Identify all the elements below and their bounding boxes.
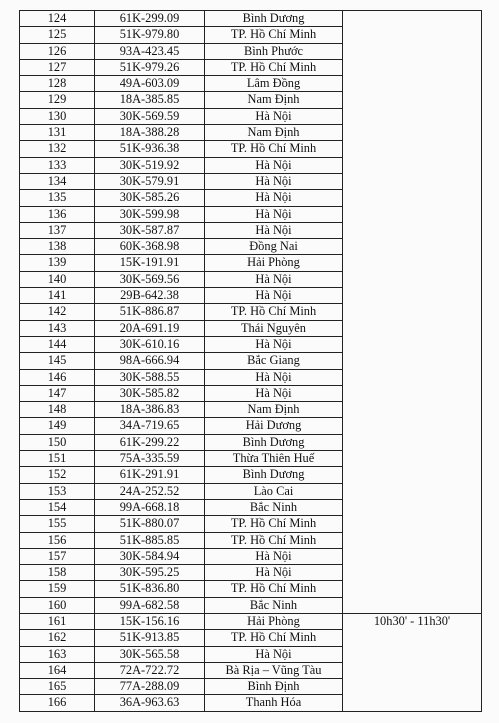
row-number-cell: 165 bbox=[20, 679, 95, 695]
table-row bbox=[20, 206, 482, 222]
plate-number-cell: 18A-388.28 bbox=[95, 125, 205, 141]
time-slot-cell bbox=[343, 548, 482, 564]
province-cell: Bình Định bbox=[205, 679, 343, 695]
time-slot-cell bbox=[343, 27, 482, 43]
table-row bbox=[20, 532, 482, 548]
province-cell: Nam Định bbox=[205, 125, 343, 141]
table-row bbox=[20, 418, 482, 434]
province-cell: Hà Nội bbox=[205, 369, 343, 385]
plate-number-cell: 30K-585.26 bbox=[95, 190, 205, 206]
row-number-cell: 131 bbox=[20, 125, 95, 141]
province-cell: TP. Hồ Chí Minh bbox=[205, 630, 343, 646]
plate-number-cell: 61K-291.91 bbox=[95, 467, 205, 483]
plate-number-cell: 75A-335.59 bbox=[95, 451, 205, 467]
table-row bbox=[20, 190, 482, 206]
table-row bbox=[20, 499, 482, 515]
plate-number-cell: 61K-299.22 bbox=[95, 434, 205, 450]
province-cell: Hà Nội bbox=[205, 157, 343, 173]
plate-number-cell: 99A-668.18 bbox=[95, 499, 205, 515]
province-cell: Lào Cai bbox=[205, 483, 343, 499]
row-number-cell: 143 bbox=[20, 320, 95, 336]
table-row bbox=[20, 483, 482, 499]
table-row bbox=[20, 695, 482, 711]
time-slot-cell bbox=[343, 565, 482, 581]
table-row bbox=[20, 43, 482, 59]
row-number-cell: 135 bbox=[20, 190, 95, 206]
table-row bbox=[20, 271, 482, 287]
time-slot-cell bbox=[343, 59, 482, 75]
table-row bbox=[20, 467, 482, 483]
table-row bbox=[20, 11, 482, 27]
province-cell: Bắc Ninh bbox=[205, 499, 343, 515]
plate-number-cell: 99A-682.58 bbox=[95, 597, 205, 613]
row-number-cell: 162 bbox=[20, 630, 95, 646]
time-slot-cell bbox=[343, 76, 482, 92]
row-number-cell: 148 bbox=[20, 402, 95, 418]
row-number-cell: 150 bbox=[20, 434, 95, 450]
province-cell: TP. Hồ Chí Minh bbox=[205, 27, 343, 43]
plate-number-cell: 30K-587.87 bbox=[95, 222, 205, 238]
province-cell: TP. Hồ Chí Minh bbox=[205, 141, 343, 157]
table-row bbox=[20, 369, 482, 385]
table-row bbox=[20, 141, 482, 157]
table-row bbox=[20, 402, 482, 418]
time-slot-cell: 10h30' - 11h30' bbox=[343, 613, 482, 629]
table-row bbox=[20, 581, 482, 597]
plate-number-cell: 60K-368.98 bbox=[95, 239, 205, 255]
row-number-cell: 147 bbox=[20, 385, 95, 401]
time-slot-cell bbox=[343, 451, 482, 467]
time-slot-cell bbox=[343, 385, 482, 401]
province-cell: Hà Nội bbox=[205, 385, 343, 401]
plate-number-cell: 51K-880.07 bbox=[95, 516, 205, 532]
table-row bbox=[20, 92, 482, 108]
province-cell: Hà Nội bbox=[205, 288, 343, 304]
plate-number-cell: 51K-885.85 bbox=[95, 532, 205, 548]
time-slot-cell bbox=[343, 336, 482, 352]
row-number-cell: 155 bbox=[20, 516, 95, 532]
row-number-cell: 125 bbox=[20, 27, 95, 43]
plate-number-cell: 72A-722.72 bbox=[95, 662, 205, 678]
province-cell: Thừa Thiên Huế bbox=[205, 451, 343, 467]
row-number-cell: 124 bbox=[20, 11, 95, 27]
time-slot-cell bbox=[343, 516, 482, 532]
row-number-cell: 127 bbox=[20, 59, 95, 75]
table-row bbox=[20, 108, 482, 124]
row-number-cell: 164 bbox=[20, 662, 95, 678]
time-slot-cell bbox=[343, 467, 482, 483]
plate-number-cell: 30K-519.92 bbox=[95, 157, 205, 173]
row-number-cell: 146 bbox=[20, 369, 95, 385]
province-cell: Hà Nội bbox=[205, 108, 343, 124]
plate-number-cell: 30K-585.82 bbox=[95, 385, 205, 401]
table-row bbox=[20, 565, 482, 581]
plate-number-cell: 30K-599.98 bbox=[95, 206, 205, 222]
row-number-cell: 136 bbox=[20, 206, 95, 222]
plate-number-cell: 51K-886.87 bbox=[95, 304, 205, 320]
table-row bbox=[20, 59, 482, 75]
plate-number-cell: 30K-610.16 bbox=[95, 336, 205, 352]
province-cell: Hà Nội bbox=[205, 222, 343, 238]
time-slot-cell bbox=[343, 173, 482, 189]
table-body bbox=[20, 11, 482, 712]
table-row bbox=[20, 173, 482, 189]
plate-number-cell: 30K-584.94 bbox=[95, 548, 205, 564]
row-number-cell: 166 bbox=[20, 695, 95, 711]
table-row bbox=[20, 613, 482, 629]
plate-number-cell: 51K-979.26 bbox=[95, 59, 205, 75]
time-slot-cell bbox=[343, 222, 482, 238]
time-slot-cell bbox=[343, 157, 482, 173]
time-slot-cell bbox=[343, 597, 482, 613]
row-number-cell: 126 bbox=[20, 43, 95, 59]
plate-number-cell: 51K-913.85 bbox=[95, 630, 205, 646]
time-slot-cell bbox=[343, 108, 482, 124]
plate-number-cell: 30K-588.55 bbox=[95, 369, 205, 385]
row-number-cell: 133 bbox=[20, 157, 95, 173]
time-slot-cell bbox=[343, 662, 482, 678]
row-number-cell: 138 bbox=[20, 239, 95, 255]
table-row bbox=[20, 157, 482, 173]
time-slot-cell bbox=[343, 11, 482, 27]
time-slot-cell bbox=[343, 239, 482, 255]
province-cell: TP. Hồ Chí Minh bbox=[205, 304, 343, 320]
time-slot-cell bbox=[343, 581, 482, 597]
province-cell: TP. Hồ Chí Minh bbox=[205, 516, 343, 532]
row-number-cell: 152 bbox=[20, 467, 95, 483]
province-cell: Hà Nội bbox=[205, 548, 343, 564]
table-row bbox=[20, 320, 482, 336]
plate-number-cell: 98A-666.94 bbox=[95, 353, 205, 369]
time-slot-cell bbox=[343, 499, 482, 515]
table-row bbox=[20, 336, 482, 352]
plate-number-cell: 15K-156.16 bbox=[95, 613, 205, 629]
row-number-cell: 141 bbox=[20, 288, 95, 304]
plate-number-cell: 36A-963.63 bbox=[95, 695, 205, 711]
time-slot-cell bbox=[343, 43, 482, 59]
province-cell: Hà Nội bbox=[205, 646, 343, 662]
province-cell: Hà Nội bbox=[205, 173, 343, 189]
table-row bbox=[20, 304, 482, 320]
province-cell: Hà Nội bbox=[205, 206, 343, 222]
time-slot-cell bbox=[343, 353, 482, 369]
province-cell: Hải Dương bbox=[205, 418, 343, 434]
table-row bbox=[20, 222, 482, 238]
province-cell: Bình Dương bbox=[205, 11, 343, 27]
plate-number-cell: 61K-299.09 bbox=[95, 11, 205, 27]
row-number-cell: 145 bbox=[20, 353, 95, 369]
table-row bbox=[20, 76, 482, 92]
plate-number-cell: 30K-595.25 bbox=[95, 565, 205, 581]
time-slot-cell bbox=[343, 190, 482, 206]
row-number-cell: 142 bbox=[20, 304, 95, 320]
province-cell: Hải Phòng bbox=[205, 255, 343, 271]
plate-number-cell: 30K-579.91 bbox=[95, 173, 205, 189]
row-number-cell: 159 bbox=[20, 581, 95, 597]
table-row bbox=[20, 125, 482, 141]
row-number-cell: 137 bbox=[20, 222, 95, 238]
table-row bbox=[20, 385, 482, 401]
time-slot-cell bbox=[343, 304, 482, 320]
province-cell: Nam Định bbox=[205, 92, 343, 108]
row-number-cell: 156 bbox=[20, 532, 95, 548]
time-slot-cell bbox=[343, 695, 482, 711]
row-number-cell: 128 bbox=[20, 76, 95, 92]
table-row bbox=[20, 548, 482, 564]
province-cell: Bình Phước bbox=[205, 43, 343, 59]
time-slot-cell bbox=[343, 646, 482, 662]
province-cell: Hà Nội bbox=[205, 271, 343, 287]
table-row bbox=[20, 451, 482, 467]
time-slot-cell bbox=[343, 532, 482, 548]
plate-number-cell: 30K-565.58 bbox=[95, 646, 205, 662]
plate-number-cell: 15K-191.91 bbox=[95, 255, 205, 271]
time-slot-cell bbox=[343, 630, 482, 646]
row-number-cell: 153 bbox=[20, 483, 95, 499]
province-cell: Nam Định bbox=[205, 402, 343, 418]
table-row bbox=[20, 630, 482, 646]
time-slot-cell bbox=[343, 483, 482, 499]
table-row bbox=[20, 679, 482, 695]
plate-number-cell: 51K-836.80 bbox=[95, 581, 205, 597]
province-cell: Bình Dương bbox=[205, 467, 343, 483]
plate-number-cell: 77A-288.09 bbox=[95, 679, 205, 695]
plate-number-cell: 18A-385.85 bbox=[95, 92, 205, 108]
table-row bbox=[20, 597, 482, 613]
plate-number-cell: 30K-569.59 bbox=[95, 108, 205, 124]
plate-number-cell: 24A-252.52 bbox=[95, 483, 205, 499]
time-slot-cell bbox=[343, 288, 482, 304]
province-cell: Thái Nguyên bbox=[205, 320, 343, 336]
row-number-cell: 163 bbox=[20, 646, 95, 662]
row-number-cell: 160 bbox=[20, 597, 95, 613]
license-plate-table bbox=[19, 10, 482, 712]
time-slot-cell bbox=[343, 125, 482, 141]
plate-number-cell: 34A-719.65 bbox=[95, 418, 205, 434]
plate-number-cell: 51K-936.38 bbox=[95, 141, 205, 157]
row-number-cell: 144 bbox=[20, 336, 95, 352]
table-row bbox=[20, 516, 482, 532]
table-row bbox=[20, 662, 482, 678]
row-number-cell: 132 bbox=[20, 141, 95, 157]
row-number-cell: 140 bbox=[20, 271, 95, 287]
plate-number-cell: 93A-423.45 bbox=[95, 43, 205, 59]
time-slot-cell bbox=[343, 418, 482, 434]
time-slot-cell bbox=[343, 369, 482, 385]
row-number-cell: 129 bbox=[20, 92, 95, 108]
time-slot-cell bbox=[343, 402, 482, 418]
province-cell: Hà Nội bbox=[205, 336, 343, 352]
row-number-cell: 151 bbox=[20, 451, 95, 467]
plate-number-cell: 29B-642.38 bbox=[95, 288, 205, 304]
province-cell: Bắc Giang bbox=[205, 353, 343, 369]
time-slot-cell bbox=[343, 679, 482, 695]
plate-number-cell: 30K-569.56 bbox=[95, 271, 205, 287]
province-cell: TP. Hồ Chí Minh bbox=[205, 532, 343, 548]
province-cell: Hà Nội bbox=[205, 190, 343, 206]
table-row bbox=[20, 434, 482, 450]
province-cell: Bắc Ninh bbox=[205, 597, 343, 613]
province-cell: Bà Rịa – Vũng Tàu bbox=[205, 662, 343, 678]
row-number-cell: 158 bbox=[20, 565, 95, 581]
table-row bbox=[20, 255, 482, 271]
time-slot-cell bbox=[343, 141, 482, 157]
row-number-cell: 161 bbox=[20, 613, 95, 629]
plate-number-cell: 49A-603.09 bbox=[95, 76, 205, 92]
province-cell: Lâm Đồng bbox=[205, 76, 343, 92]
time-slot-cell bbox=[343, 206, 482, 222]
plate-number-cell: 20A-691.19 bbox=[95, 320, 205, 336]
row-number-cell: 149 bbox=[20, 418, 95, 434]
province-cell: TP. Hồ Chí Minh bbox=[205, 59, 343, 75]
row-number-cell: 154 bbox=[20, 499, 95, 515]
table-row bbox=[20, 353, 482, 369]
time-slot-cell bbox=[343, 320, 482, 336]
table-row bbox=[20, 27, 482, 43]
row-number-cell: 130 bbox=[20, 108, 95, 124]
province-cell: Đồng Nai bbox=[205, 239, 343, 255]
row-number-cell: 134 bbox=[20, 173, 95, 189]
row-number-cell: 157 bbox=[20, 548, 95, 564]
time-slot-cell bbox=[343, 255, 482, 271]
plate-number-cell: 18A-386.83 bbox=[95, 402, 205, 418]
time-slot-cell bbox=[343, 434, 482, 450]
time-slot-cell bbox=[343, 92, 482, 108]
province-cell: Hà Nội bbox=[205, 565, 343, 581]
row-number-cell: 139 bbox=[20, 255, 95, 271]
table-row bbox=[20, 646, 482, 662]
time-slot-cell bbox=[343, 271, 482, 287]
plate-number-cell: 51K-979.80 bbox=[95, 27, 205, 43]
province-cell: Hải Phòng bbox=[205, 613, 343, 629]
province-cell: TP. Hồ Chí Minh bbox=[205, 581, 343, 597]
province-cell: Thanh Hóa bbox=[205, 695, 343, 711]
table-row bbox=[20, 288, 482, 304]
province-cell: Bình Dương bbox=[205, 434, 343, 450]
table-row bbox=[20, 239, 482, 255]
